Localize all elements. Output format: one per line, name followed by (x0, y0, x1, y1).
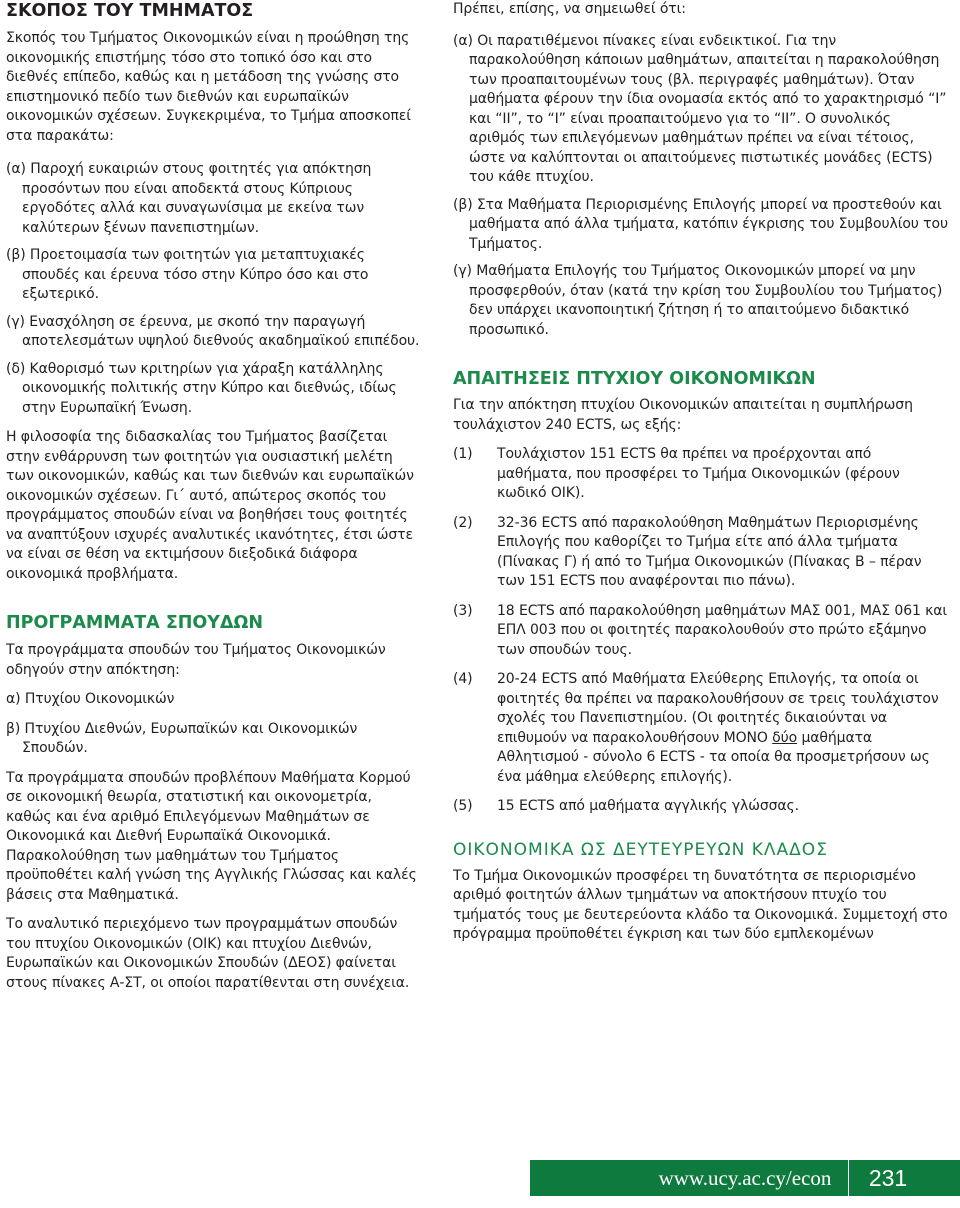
requirement-item (453, 514, 948, 592)
heading-economics-minor: ΟΙΚΟΝΟΜΙΚΑ ΩΣ ΔΕΥΤΕΥΡΕΥΩΝ ΚΛΑΔΟΣ (453, 839, 828, 860)
note-item-a: (α) Οι παρατιθέμενοι πίνακες είναι ενδεικτικοί. Για την παρακολούθηση κάποιων μαθημάτων, απαιτείται η παρακολούθηση των προαπαιτουμένων τους (βλ. περιγραφές μαθημάτων). Όταν μαθήματα φέρουν την ίδια ονομασία εκτός από το χαρακτηρισμό “Ι” και “ΙΙ”, το “Ι” είναι προαπαιτούμενο για το “ΙΙ”. Ο συνολικός αριθμός των επιλεγόμενων μαθημάτων πρέπει να είναι τέτοιος, ώστε να καλύπτονται οι απαιτούμενες πιστωτικές μονάδες (ECTS) του κάθε πτυχίου. (453, 32, 947, 185)
programs-intro: Τα προγράμματα σπουδών του Τμήματος Οικονομικών οδηγούν στην απόκτηση: (6, 642, 386, 678)
aim-item-d: (δ) Καθορισμό των κριτηρίων για χάραξη κατάλληλης οικονομικής πολιτικής στην Κύπρο και διεθνώς, ιδίως στην Ευρωπαϊκή Ένωση. (6, 360, 397, 416)
heading-degree-requirements: ΑΠΑΙΤΗΣΕΙΣ ΠΤΥΧΙΟΥ ΟΙΚΟΝΟΜΙΚΩΝ (453, 369, 816, 389)
note-item-b: (β) Στα Μαθήματα Περιορισμένης Επιλογής μπορεί να προστεθούν και μαθήματα από άλλα τμήματα, κατόπιν έγκρισης του Συμβουλίου του Τμήματος. (453, 196, 948, 252)
requirement-text: Τουλάχιστον 151 ECTS θα πρέπει να προέρχονται από μαθήματα, που προσφέρει το Τμήμα Οικονομικών (φέρουν κωδικό ΟΙΚ). (497, 446, 900, 501)
aim-item-a: (α) Παροχή ευκαιριών στους φοιτητές για απόκτηση προσόντων που είναι αποδεκτά στους Κύπριους εργοδότες αλλά και συναγωνίσιμα με εκείνα των καλύτερων ξένων πανεπιστημίων. (6, 161, 372, 236)
notes-intro: Πρέπει, επίσης, να σημειωθεί ότι: (453, 1, 686, 17)
requirement-item (453, 445, 948, 504)
footer-url[interactable]: www.ucy.ac.cy/econ (658, 1166, 832, 1190)
requirement-text: 15 ECTS από μαθήματα αγγλικής γλώσσας. (497, 798, 800, 814)
requirement-number: (5) (453, 798, 473, 814)
philosophy-paragraph: Η φιλοσοφία της διδασκαλίας του Τμήματος βασίζεται στην ενθάρρυνση των φοιτητών για ουσιαστική μελέτη των οικονομικών, καθώς και των διεθνών και ευρωπαϊκών οικονομικών σχέσεων. Γι΄ αυτό, απώτερος σκοπός του προγράμματος σπουδών είναι να βοηθήσει τους φοιτητές να αναπτύξουν ισχυρές αναλυτικές ικανότητες, έτσι ώστε να είναι σε θέση να εκτιμήσουν διεξοδικά διάφορα οικονομικά προβλήματα. (6, 429, 414, 582)
minor-paragraph: Το Τμήμα Οικονομικών προσφέρει τη δυνατότητα σε περιορισμένο αριθμό φοιτητών άλλων τμημάτων να αποκτήσουν πτυχίο του τμήματός τους με δευτερεύοντα κλάδο τα Οικονομικά. Συμμετοχή στο πρόγραμμα προϋποθέτει έγκριση και των δύο εμπλεκομένων (453, 867, 948, 942)
footer-divider (848, 1160, 849, 1196)
requirement-text: μαθήματα Αθλητισμού - σύνολο 6 ECTS - τα οποία θα προσμετρήσουν ως ένα μάθημα ελεύθερης επιλογής). (497, 729, 930, 785)
requirement-text: 20-24 ECTS από Μαθήματα Ελεύθερης Επιλογής, τα οποία οι φοιτητές θα πρέπει να παρακολουθήσουν σε τρεις τουλάχιστον σχολές του Πανεπιστημίου. (Οι φοιτητές δικαιούνται να επιθυμούν να παρακολουθήσουν ΜΟΝΟ (497, 671, 939, 746)
right-column (453, 0, 948, 945)
degree-item: β) Πτυχίου Διεθνών, Ευρωπαϊκών και Οικονομικών Σπουδών. (6, 720, 358, 756)
core-courses-paragraph: Τα προγράμματα σπουδών προβλέπουν Μαθήματα Κορμού σε οικονομική θεωρία, στατιστική και οικονομετρία, καθώς και ένα αριθμό Επιλεγόμενων Μαθημάτων σε Οικονομικά και Διεθνή Ευρωπαϊκά Οικονομικά. Παρακολούθηση των μαθημάτων του Τμήματος προϋποθέτει καλή γνώση της Αγγλικής Γλώσσας και καλές βάσεις στα Μαθηματικά. (6, 769, 417, 903)
note-item-c: (γ) Μαθήματα Επιλογής του Τμήματος Οικονομικών μπορεί να μην προσφερθούν, όταν (κατά την κρίση του Συμβουλίου του Τμήματος) δεν υπάρχει ικανοποιητική ζήτηση ή το απαιτούμενο διδακτικό προσωπικό. (453, 263, 943, 338)
heading-study-programs: ΠΡΟΓΡΑΜΜΑΤΑ ΣΠΟΥΔΩΝ (6, 613, 264, 633)
requirement-item (453, 797, 948, 817)
requirement-text-underlined: δύο (772, 729, 798, 746)
analytic-content-paragraph: Το αναλυτικό περιεχόμενο των προγραμμάτων σπουδών του πτυχίου Οικονομικών (ΟΙΚ) και πτυχίου Διεθνών, Ευρωπαϊκών και Οικονομικών Σπουδών (ΔΕΟΣ) φαίνεται στους πίνακες Α-ΣΤ, οι οποίοι παρατίθενται στη συνέχεια. (6, 916, 410, 991)
degree-item: α) Πτυχίου Οικονομικών (6, 691, 175, 707)
requirement-number: (3) (453, 602, 473, 619)
requirement-number: (1) (453, 446, 473, 462)
requirement-text: 18 ECTS από παρακολούθηση μαθημάτων ΜΑΣ 001, ΜΑΣ 061 και ΕΠΛ 003 που οι φοιτητές παρακολουθούν στο πρώτο εξάμηνο των σπουδών τους. (497, 602, 948, 658)
intro-paragraph: Σκοπός του Τμήματος Οικονομικών είναι η προώθηση της οικονομικής επιστήμης τόσο στο τοπικό όσο και στο διεθνές επίπεδο, καθώς και η μετάδοση της γνώσης στο επιστημονικό πεδίο των διεθνών και ευρωπαϊκών οικονομικών σχέσεων. Συγκεκριμένα, το Τμήμα αποσκοπεί στα παρακάτω: (6, 30, 411, 144)
aim-item-c: (γ) Ενασχόληση σε έρευνα, με σκοπό την παραγωγή αποτελεσμάτων υψηλού διεθνούς ακαδημαϊκού επιπέδου. (6, 313, 420, 349)
left-column (6, 0, 421, 993)
requirement-number: (2) (453, 514, 473, 531)
requirement-text: 32-36 ECTS από παρακολούθηση Μαθημάτων Περιορισμένης Επιλογής που καθορίζει το Τμήμα είτε από άλλα τμήματα (Πίνακας Γ) ή από το Τμήμα Οικονομικών (Πίνακας Β – πέραν των 151 ECTS που αναφέρονται πιο πάνω). (497, 514, 922, 589)
requirement-number: (4) (453, 671, 473, 687)
requirements-intro: Για την απόκτηση πτυχίου Οικονομικών απαιτείται η συμπλήρωση τουλάχιστον 240 ECTS, ως εξής: (453, 397, 913, 433)
page-number: 231 (868, 1165, 908, 1191)
requirement-item (453, 670, 948, 787)
aim-item-b: (β) Προετοιμασία των φοιτητών για μεταπτυχιακές σπουδές και έρευνα τόσο στην Κύπρο όσο και στο εξωτερικό. (6, 247, 369, 302)
heading-department-aim: ΣΚΟΠΟΣ ΤΟΥ ΤΜΗΜΑΤΟΣ (6, 1, 254, 21)
requirement-item (453, 602, 948, 661)
